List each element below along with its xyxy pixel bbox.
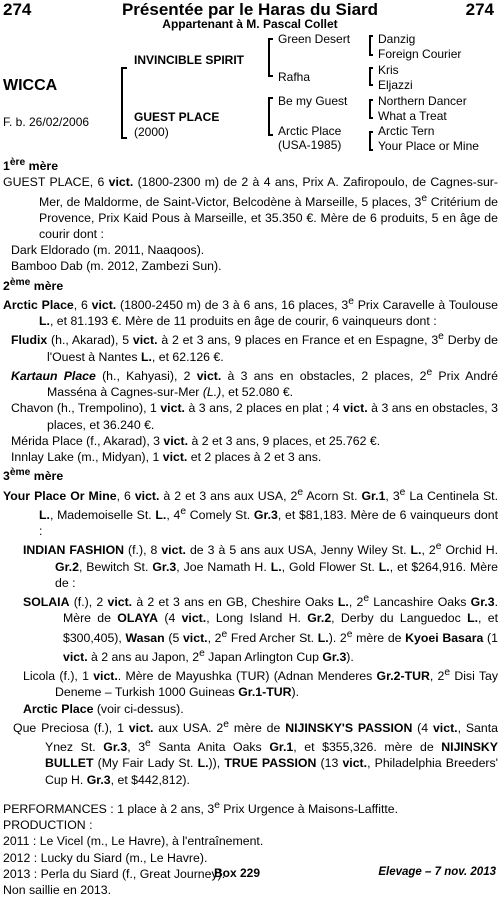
- bracket-line: [268, 38, 270, 76]
- bracket-line: [369, 149, 373, 151]
- dam-paragraph: GUEST PLACE, 6 vict. (1800-2300 m) de 2 à 4 ans, Prix A. Zafiropoulo, de Cagnes-sur-Mer, de Maldorme, de Saint-Victor, Belcodène à Marseille, 5 places, 3e Critérium de Provence, Prix Kaid Pous à Marseille, et 35.350 €. Mère de 6 produits, 5 en âge de courir dont :: [3, 175, 498, 241]
- page-title: Présentée par le Haras du Siard: [121, 0, 379, 19]
- bracket-line: [369, 99, 373, 101]
- lot-number-left: 274: [3, 0, 32, 19]
- foal-entry: Bamboo Dab (m. 2012, Zambezi Sun).: [11, 259, 222, 274]
- bracket-line: [369, 84, 373, 86]
- dam-paragraph: Arctic Place, 6 vict. (1800-2450 m) de 3 à 6 ans, 16 places, 3e Prix Caravelle à Toulouse L., et 81.193 €. Mère de 11 produits en âge de courir, 6 vainqueurs dont :: [3, 295, 498, 329]
- performances-line: PERFORMANCES : 1 place à 2 ans, 3e Prix Urgence à Maisons-Laffitte.: [3, 799, 399, 816]
- grandsire-name: Green Desert: [278, 32, 351, 46]
- bracket-line: [369, 99, 371, 118]
- production-line: 2011 : Le Vicel (m., Le Havre), à l'entraînement.: [3, 834, 264, 849]
- horse-details: F. b. 26/02/2006: [3, 115, 90, 129]
- box-number: Box 229: [214, 866, 261, 880]
- bracket-line: [369, 67, 373, 69]
- foal-entry: Chavon (h., Trempolino), 1 vict. à 3 ans, 2 places en plat ; 4 vict. à 3 ans en obstacles, 3 places, et 36.240 €.: [11, 401, 499, 432]
- dam-paragraph: Your Place Or Mine, 6 vict. à 2 et 3 ans aux USA, 2e Acorn St. Gr.1, 3e La Centinela St. L., Mademoiselle St. L., 4e Comely St. Gr.3, et $81,183. Mère de 6 vainqueurs dont :: [3, 486, 499, 539]
- ancestor-name: Your Place or Mine: [378, 139, 479, 153]
- owner-line: Appartenant à M. Pascal Collet: [162, 17, 338, 31]
- lot-number-right: 274: [465, 0, 494, 19]
- production-line: 2013 : Perla du Siard (f., Great Journey).: [3, 866, 226, 881]
- sire-name: INVINCIBLE SPIRIT: [134, 53, 245, 67]
- section-heading-third-dam: 3ème mère: [3, 467, 64, 484]
- bracket-line: [369, 131, 373, 133]
- bracket-line: [268, 38, 273, 40]
- bracket-line: [121, 67, 127, 69]
- bracket-line: [369, 35, 371, 55]
- catalogue-body: [3, 155, 498, 898]
- production-line: PRODUCTION :: [3, 818, 93, 833]
- bracket-line: [268, 134, 273, 136]
- dam-year: (2000): [134, 125, 169, 139]
- production-line: 2012 : Lucky du Siard (m., Le Havre).: [3, 850, 208, 865]
- foal-entry: Fludix (h., Akarad), 5 vict. à 2 et 3 ans, 9 places en France et en Espagne, 3e Derby de l'Ouest à Nantes L., et 62.126 €.: [11, 331, 498, 364]
- bracket-line: [268, 97, 273, 99]
- foal-entry: INDIAN FASHION (f.), 8 vict. de 3 à 5 ans aux USA, Jenny Wiley St. L., 2e Orchid H. Gr.2, Bewitch St. Gr.3, Joe Namath H. L., Gold Flower St. L., et $264,916. Mère de :: [23, 541, 498, 590]
- section-heading-first-dam: 1ère mère: [3, 157, 59, 174]
- dam-name: GUEST PLACE: [134, 110, 220, 124]
- bracket-line: [369, 67, 371, 85]
- ancestor-name: Danzig: [378, 32, 416, 46]
- ancestor-name: Eljazzi: [378, 78, 413, 92]
- granddam-name: Rafha: [278, 70, 311, 84]
- production-line: Non saillie en 2013.: [3, 882, 112, 897]
- ancestor-name: Kris: [378, 63, 399, 77]
- bracket-line: [121, 137, 127, 139]
- page-footer: [0, 866, 500, 884]
- bracket-line: [369, 35, 373, 37]
- pedigree-table: [0, 30, 500, 155]
- bracket-line: [369, 54, 373, 56]
- section-heading-second-dam: 2ème mère: [3, 276, 64, 293]
- foal-entry: SOLAIA (f.), 2 vict. à 2 et 3 ans en GB, Cheshire Oaks L., 2e Lancashire Oaks Gr.3. Mère de OLAYA (4 vict., Long Island H. Gr.2, Derby du Languedoc L., et $300,405), Wasan (5 vict., 2e Fred Archer St. L.). 2e mère de Kyoei Basara (1 vict. à 2 ans au Japon, 2e Japan Arlington Cup Gr.3).: [23, 593, 498, 664]
- edition-label: Elevage – 7 nov. 2013: [378, 866, 496, 878]
- bracket-line: [268, 75, 273, 77]
- foal-entry: Que Preciosa (f.), 1 vict. aux USA. 2e mère de NIJINSKY'S PASSION (4 vict., Santa Ynez St. Gr.3, 3e Santa Anita Oaks Gr.1, et $355,326. mère de NIJINSKY BULLET (My Fair Lady St. L.)), TRUE PASSION (13 vict., Philadelphia Breeders' Cup H. Gr.3, et $442,812).: [13, 718, 499, 787]
- granddam-origin: (USA-1985): [278, 138, 342, 152]
- ancestor-name: Foreign Courier: [378, 47, 462, 61]
- spacer: [3, 788, 498, 798]
- ancestor-name: Northern Dancer: [378, 94, 467, 108]
- bracket-line: [369, 117, 373, 119]
- bracket-line: [268, 97, 270, 135]
- foal-entry: Licola (f.), 1 vict.. Mère de Mayushka (TUR) (Adnan Menderes Gr.2-TUR, 2e Disi Tay Deneme – Turkish 1000 Guineas Gr.1-TUR).: [23, 667, 498, 700]
- granddam-name: Arctic Place: [278, 124, 342, 138]
- bracket-line: [121, 67, 123, 139]
- ancestor-name: What a Treat: [378, 109, 447, 123]
- foal-entry: Dark Eldorado (m. 2011, Naaqoos).: [11, 243, 205, 258]
- horse-name: WICCA: [3, 77, 58, 94]
- foal-entry: Innlay Lake (m., Midyan), 1 vict. et 2 places à 2 et 3 ans.: [11, 450, 322, 465]
- ancestor-name: Arctic Tern: [378, 124, 435, 138]
- foal-entry: Mérida Place (f., Akarad), 3 vict. à 2 et 3 ans, 9 places, et 25.762 €.: [11, 433, 381, 448]
- grandsire-name: Be my Guest: [278, 94, 348, 108]
- foal-entry: Arctic Place (voir ci-dessus).: [23, 701, 184, 716]
- foal-entry: Kartaun Place (h., Kahyasi), 2 vict. à 3 ans en obstacles, 2 places, 2e Prix André Masséna à Cagnes-sur-Mer (L.), et 52.080 €.: [11, 366, 498, 400]
- bracket-line: [369, 131, 371, 150]
